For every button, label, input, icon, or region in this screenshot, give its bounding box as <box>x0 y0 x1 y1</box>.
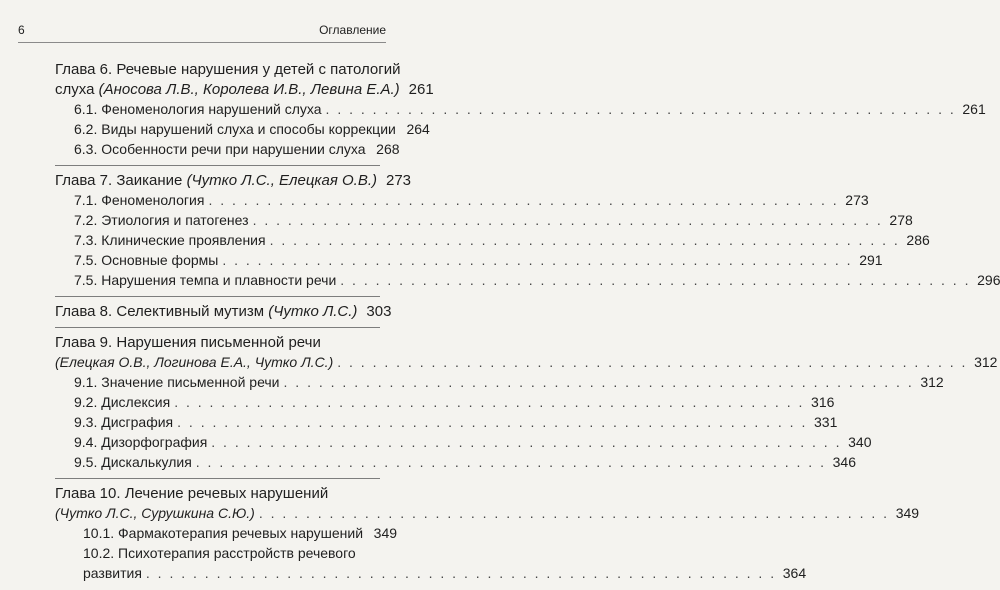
section-entry <box>55 141 400 161</box>
leader-dots <box>208 192 838 208</box>
leader-dots <box>253 212 883 228</box>
section-title: 7.3. Клинические проявления <box>74 232 266 248</box>
leader-dots <box>259 505 889 521</box>
leader-dots <box>174 394 804 410</box>
chapter-entry <box>55 172 412 192</box>
running-header <box>18 20 386 43</box>
leader-dots <box>196 454 826 470</box>
leader-dots <box>146 565 776 581</box>
chapter-entry <box>55 505 920 525</box>
chapter-title: Глава 8. Селективный мутизм <box>55 303 265 320</box>
section-entry <box>55 121 430 141</box>
section-entry <box>55 454 856 474</box>
chapter-title: Глава 9. Нарушения письменной речи <box>55 334 321 351</box>
leader-dots <box>177 414 807 430</box>
section-entry <box>55 272 1000 292</box>
section-page: 273 <box>845 192 869 208</box>
section-page: 268 <box>376 141 400 157</box>
section-entry <box>55 394 835 414</box>
leader-dots <box>270 232 900 248</box>
section-page: 286 <box>906 232 930 248</box>
chapter-page: 303 <box>366 303 392 320</box>
chapter-authors: (Аносова Л.В., Королева И.В., Левина Е.А.) <box>98 81 400 98</box>
leader-dots <box>211 434 841 450</box>
section-page: 340 <box>848 434 872 450</box>
section-title: 6.1. Феноменология нарушений слуха <box>74 101 322 117</box>
section-entry <box>55 565 807 585</box>
chapter-page: 261 <box>408 81 434 98</box>
chapter-authors: (Чутко Л.С., Елецкая О.В.) <box>186 172 378 189</box>
leader-dots <box>337 354 967 370</box>
section-title: 7.2. Этиология и патогенез <box>74 212 249 228</box>
chapter-9 <box>55 327 998 474</box>
section-page: 278 <box>889 212 913 228</box>
section-title: 6.2. Виды нарушений слуха и способы коррекции <box>74 121 396 137</box>
section-page: 346 <box>832 454 856 470</box>
chapter-page: 312 <box>974 354 998 370</box>
chapter-authors: (Чутко Л.С.) <box>268 303 358 320</box>
chapter-10 <box>55 478 920 585</box>
section-page: 291 <box>859 252 883 268</box>
chapter-authors: (Чутко Л.С., Сурушкина С.Ю.) <box>55 505 255 521</box>
section-entry <box>55 252 883 272</box>
chapter-title: Глава 10. Лечение речевых нарушений <box>55 485 329 502</box>
leader-dots <box>326 101 956 117</box>
section-entry <box>55 525 398 545</box>
chapter-entry <box>55 81 434 101</box>
section-entry <box>55 414 838 434</box>
section-entry <box>55 374 944 394</box>
section-title: 7.5. Основные формы <box>74 252 219 268</box>
section-page: 364 <box>782 565 807 581</box>
chapter-page: 273 <box>386 172 412 189</box>
section-page: 261 <box>962 101 986 117</box>
section-entry <box>55 101 986 121</box>
section-title: 10.1. Фармакотерапия речевых нарушений <box>83 525 364 541</box>
section-title: 9.5. Дискалькулия <box>74 454 192 470</box>
section-entry <box>55 212 913 232</box>
chapter-8 <box>55 296 392 323</box>
section-title: 9.2. Дислексия <box>74 394 171 410</box>
chapter-title: Глава 6. Речевые нарушения у детей с патологий <box>55 61 401 78</box>
chapter-page: 349 <box>895 505 920 521</box>
section-title: 9.4. Дизорфография <box>74 434 208 450</box>
section-title: 10.2. Психотерапия расстройств речевого <box>83 545 356 561</box>
chapter-entry <box>55 303 392 323</box>
running-title: Оглавление <box>319 23 386 37</box>
section-page: 349 <box>373 525 398 541</box>
section-entry <box>55 192 869 212</box>
section-page: 316 <box>811 394 835 410</box>
chapter-title: Глава 7. Заикание <box>55 172 183 189</box>
section-entry <box>55 434 872 454</box>
section-title-cont: развития <box>83 565 142 581</box>
chapter-title-cont: слуха <box>55 81 95 98</box>
page-number: 6 <box>18 23 25 37</box>
section-page: 331 <box>814 414 838 430</box>
chapter-6 <box>55 61 986 161</box>
section-page: 296 <box>977 272 1000 288</box>
section-title: 6.3. Особенности речи при нарушении слуха <box>74 141 366 157</box>
leader-dots <box>340 272 970 288</box>
leader-dots <box>284 374 914 390</box>
chapter-7 <box>55 165 1000 292</box>
chapter-authors: (Елецкая О.В., Логинова Е.А., Чутко Л.С.) <box>55 354 334 370</box>
section-page: 312 <box>920 374 944 390</box>
table-of-contents <box>55 61 1000 585</box>
leader-dots <box>222 252 852 268</box>
section-title: 7.1. Феноменология <box>74 192 205 208</box>
section-title: 9.3. Дисграфия <box>74 414 174 430</box>
chapter-entry <box>55 354 998 374</box>
section-title: 9.1. Значение письменной речи <box>74 374 280 390</box>
section-entry <box>55 232 930 252</box>
section-page: 264 <box>406 121 430 137</box>
section-title: 7.5. Нарушения темпа и плавности речи <box>74 272 337 288</box>
